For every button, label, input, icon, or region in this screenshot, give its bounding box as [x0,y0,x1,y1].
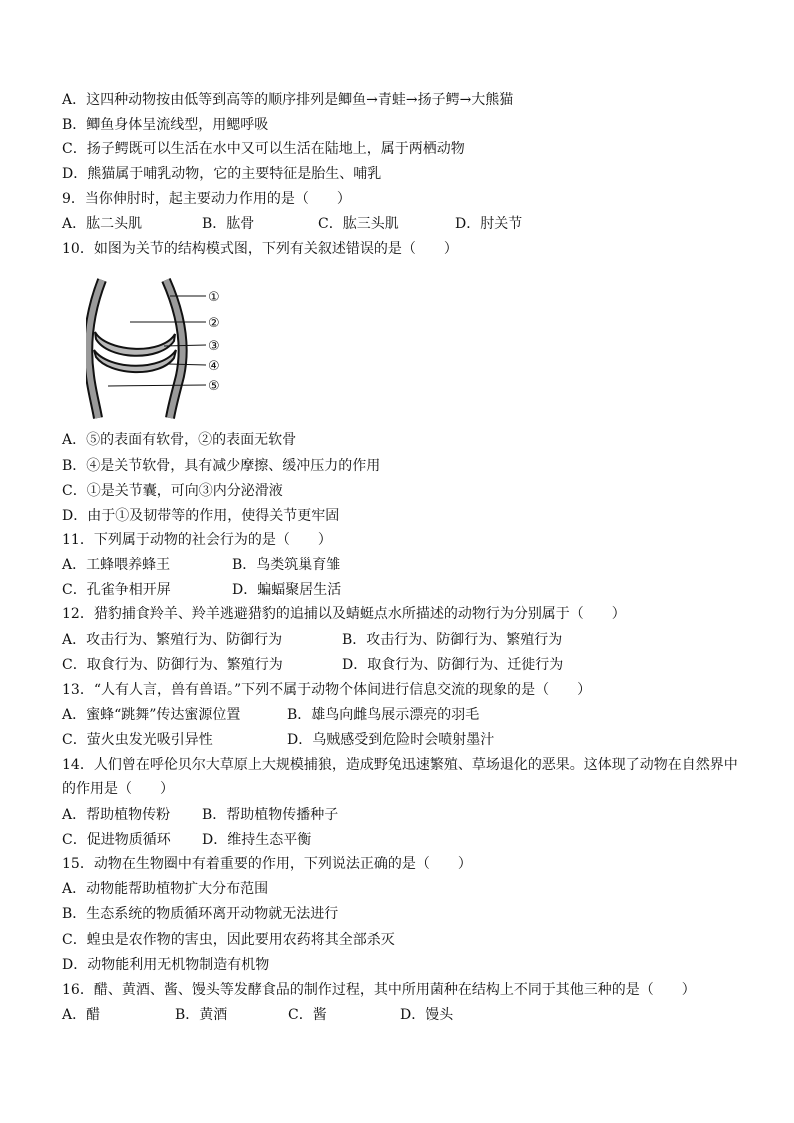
q15-stem: 15．动物在生物圈中有着重要的作用，下列说法正确的是（ ） [62,856,472,872]
q11-options-row2 [62,580,462,600]
q11-option-c: C．孔雀争相开屏 [62,582,171,598]
q16-option-c: C．酱 [288,1007,327,1023]
leader-line-4 [168,364,206,365]
q9-option-a: A．肱二头肌 [62,216,143,232]
leader-line-5 [108,385,206,386]
q15-option-b: B．生态系统的物质循环离开动物就无法进行 [62,906,339,922]
q13-option-c: C．萤火虫发光吸引异性 [62,732,213,748]
q14-option-b: B．帮助植物传播种子 [202,807,339,823]
label-3: ③ [208,339,220,354]
q9-option-b: B．肱骨 [202,216,255,232]
label-4: ④ [208,359,220,374]
q15-option-c: C．蝗虫是农作物的害虫，因此要用农药将其全部杀灭 [62,932,395,948]
label-1: ① [208,290,220,305]
q8-option-a: A．这四种动物按由低等到高等的顺序排列是鲫鱼→青蛙→扬子鳄→大熊猫 [62,92,514,108]
q9-option-c: C．肱三头肌 [318,216,399,232]
q16-stem: 16．醋、黄酒、酱、馒头等发酵食品的制作过程，其中所用菌种在结构上不同于其他三种的是（ ） [62,982,696,998]
q10-option-d: D．由于①及韧带等的作用，使得关节更牢固 [62,508,340,524]
q9-options [62,214,662,234]
q15-option-a: A．动物能帮助植物扩大分布范围 [62,881,269,897]
q16-options [62,1005,562,1025]
q8-option-c: C．扬子鳄既可以生活在水中又可以生活在陆地上，属于两栖动物 [62,141,465,157]
q12-stem: 12．猎豹捕食羚羊、羚羊逃避猎豹的追捕以及蜻蜓点水所描述的动物行为分别属于（ ） [62,606,626,622]
q14-option-a: A．帮助植物传粉 [62,807,171,823]
joint-head-cartilage [95,332,175,356]
q16-option-b: B．黄酒 [175,1007,228,1023]
q12-options-row2 [62,655,682,675]
q13-options-row1 [62,705,562,725]
q10-option-a: A．⑤的表面有软骨，②的表面无软骨 [62,432,297,448]
q9-option-d: D．肘关节 [455,216,523,232]
q11-stem: 11．下列属于动物的社会行为的是（ ） [62,532,332,548]
q13-stem: 13．“人有人言，兽有兽语。”下列不属于动物个体间进行信息交流的现象的是（ ） [62,682,592,698]
q13-option-a: A．蜜蜂“跳舞”传达蜜源位置 [62,707,241,723]
q14-options-row2 [62,830,462,850]
q8-option-d: D．熊猫属于哺乳动物，它的主要特征是胎生、哺乳 [62,166,382,182]
label-5: ⑤ [208,379,220,394]
q14-options-row1 [62,805,462,825]
q10-option-c: C．①是关节囊，可向③内分泌滑液 [62,483,283,499]
q11-option-d: D．蝙蝠聚居生活 [232,582,342,598]
q11-option-a: A．工蜂喂养蜂王 [62,557,171,573]
q14-stem-line2: 的作用是（ ） [62,781,174,797]
label-2: ② [208,316,220,331]
q14-option-d: D．维持生态平衡 [202,832,312,848]
q12-option-c: C．取食行为、防御行为、繁殖行为 [62,657,283,673]
q11-option-b: B．鸟类筑巢育雏 [232,557,341,573]
q13-options-row2 [62,730,562,750]
q12-options-row1 [62,630,682,650]
q15-option-d: D．动物能利用无机物制造有机物 [62,957,270,973]
q8-option-b: B．鲫鱼身体呈流线型，用鳃呼吸 [62,117,269,133]
q10-option-b: B．④是关节软骨，具有减少摩擦、缓冲压力的作用 [62,458,381,474]
q13-option-b: B．雄鸟向雌鸟展示漂亮的羽毛 [287,707,480,723]
q11-options-row1 [62,555,462,575]
q12-option-b: B．攻击行为、防御行为、繁殖行为 [342,632,563,648]
capsule-right-wall-fill [166,280,183,418]
q13-option-d: D．乌贼感受到危险时会喷射墨汁 [287,732,495,748]
q16-option-d: D．馒头 [400,1007,454,1023]
joint-structure-diagram [86,276,236,421]
q14-option-c: C．促进物质循环 [62,832,171,848]
q16-option-a: A．醋 [62,1007,101,1023]
q12-option-d: D．取食行为、防御行为、迁徙行为 [342,657,564,673]
q10-stem: 10．如图为关节的结构模式图，下列有关叙述错误的是（ ） [62,241,458,257]
q14-stem-line1: 14．人们曾在呼伦贝尔大草原上大规模捕狼，造成野兔迅速繁殖、草场退化的恶果。这体现了动物在自然界中 [62,757,738,773]
q12-option-a: A．攻击行为、繁殖行为、防御行为 [62,632,283,648]
q9-stem: 9．当你伸肘时，起主要动力作用的是（ ） [62,191,351,207]
